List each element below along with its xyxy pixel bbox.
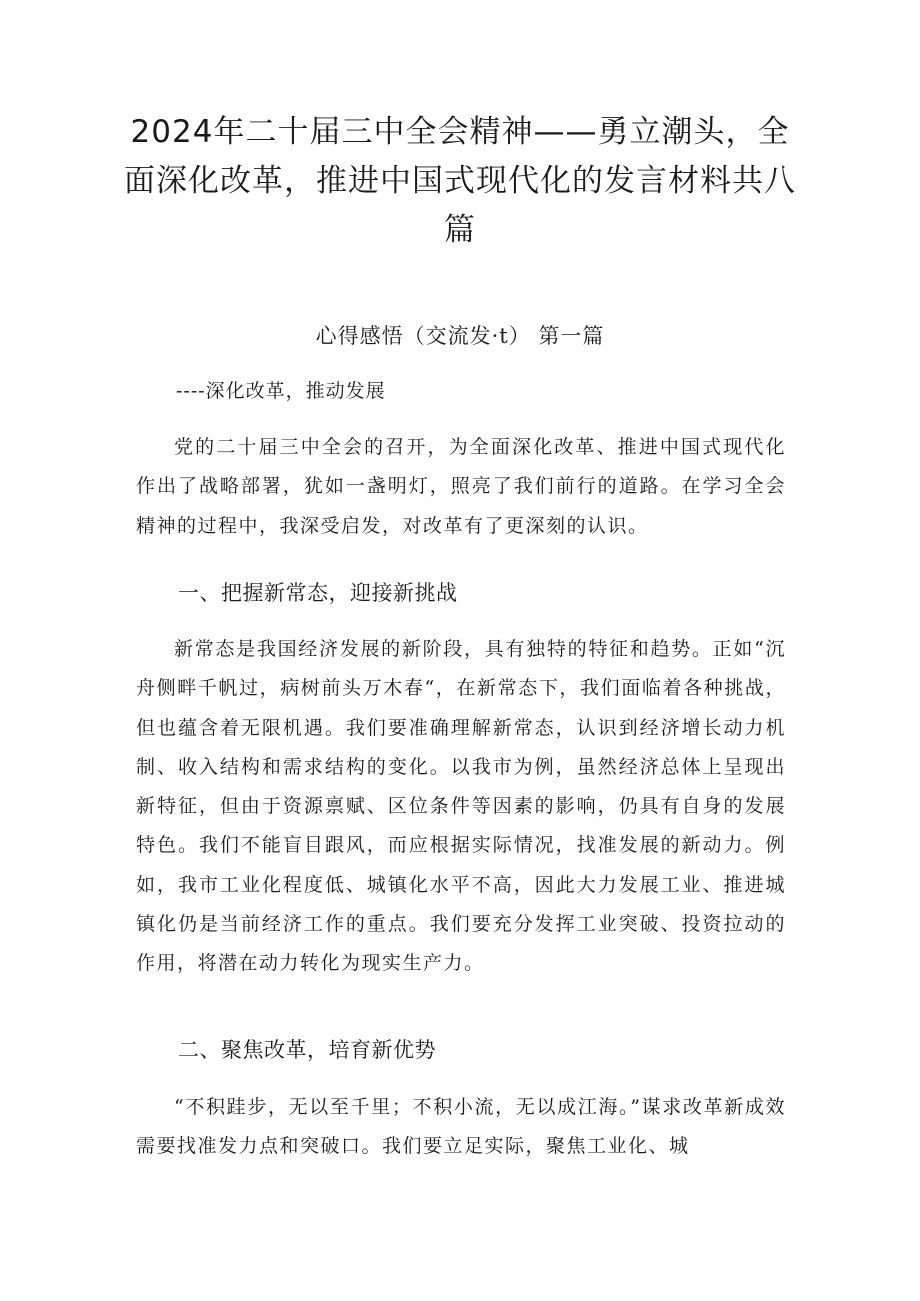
- section-paragraph-1: 新常态是我国经济发展的新阶段，具有独特的特征和趋势。正如“沉舟侧畔千帆过，病树前头万木春“，在新常态下，我们面临着各种挑战，但也蕴含着无限机遇。我们要准确理解新常态，认识到经济增长动力机制、收入结构和需求结构的变化。以我市为例，虽然经济总体上呈现出新特征，但由于资源禀赋、区位条件等因素的影响，仍具有自身的发展特色。我们不能盲目跟风，而应根据实际情况，找准发展的新动力。例如，我市工业化程度低、城镇化水平不高，因此大力发展工业、推进城镇化仍是当前经济工作的重点。我们要充分发挥工业突破、投资拉动的作用，将潜在动力转化为现实生产力。: [136, 638, 786, 975]
- intro-paragraph: 党的二十届三中全会的召开，为全面深化改革、推进中国式现代化作出了战略部署，犹如一盏明灯，照亮了我们前行的道路。在学习全会精神的过程中，我深受启发，对改革有了更深刻的认识。: [136, 436, 786, 537]
- section-heading-2: 二、聚焦改革，培育新优势: [178, 1038, 436, 1062]
- subtitle-dash-line: ----深化改革，推动发展: [176, 380, 386, 402]
- section-heading-1: 一、把握新常态，迎接新挑战: [178, 581, 458, 605]
- section-subtitle: 心得感悟（交流发·t） 第一篇: [315, 324, 605, 348]
- document-title: 2024年二十届三中全会精神——勇立潮头，全面深化改革，推进中国式现代化的发言材料共八篇: [124, 114, 796, 248]
- section-paragraph-2: “不积跬步，无以至千里；不积小流，无以成江海。”谋求改革新成效需要找准发力点和突破口。我们要立足实际，聚焦工业化、城: [136, 1096, 786, 1158]
